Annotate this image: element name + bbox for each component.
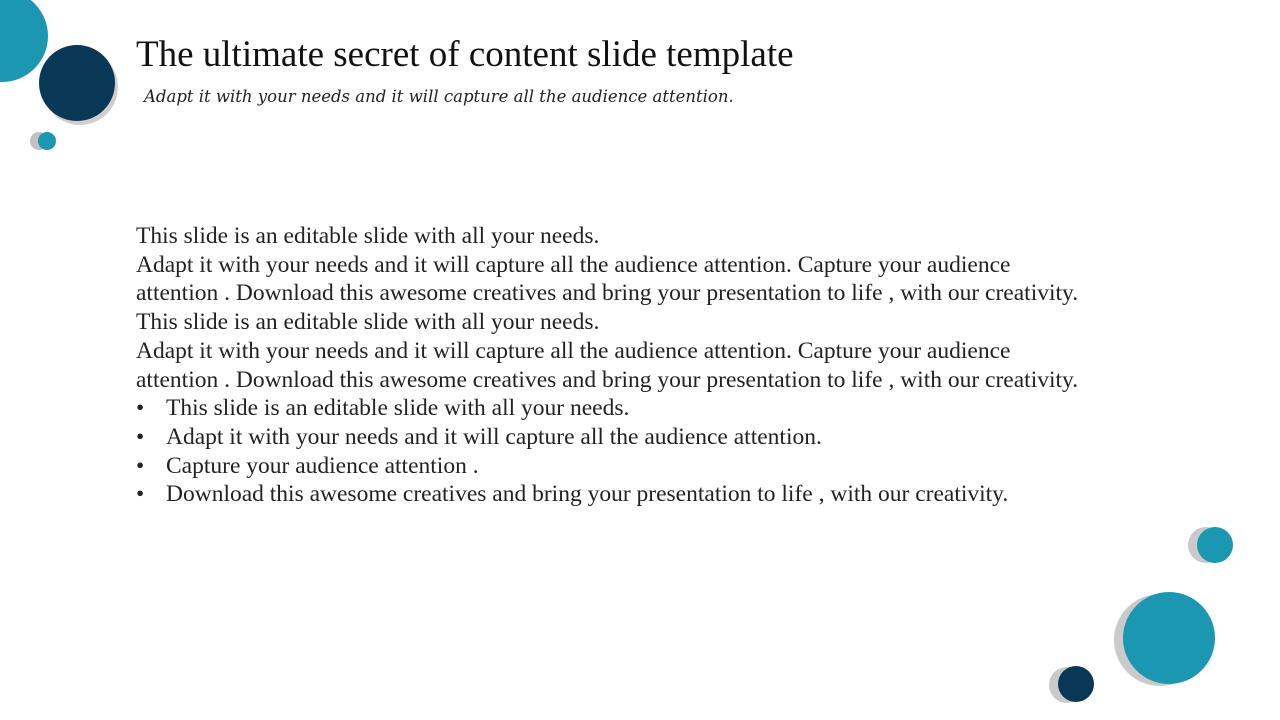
decor-circle-navy-topleft	[39, 45, 115, 121]
body-paragraph: This slide is an editable slide with all your needs.	[136, 223, 600, 249]
slide-body	[136, 222, 1086, 509]
decor-circle-teal-small-right	[1197, 527, 1233, 563]
bullet-marker: •	[136, 452, 145, 479]
list-item	[136, 480, 1086, 509]
decor-circle-teal-large-bottomright	[1123, 592, 1215, 684]
list-item	[136, 394, 1086, 423]
list-item	[136, 423, 1086, 452]
body-paragraph: Adapt it with your needs and it will capture all the audience attention. Capture your audience attention . Download this awesome creatives and bring your presentation to life , with our creativity. This slide is an editable slide with all your needs.	[136, 251, 1079, 336]
list-item-text: Download this awesome creatives and bring your presentation to life , with our creativity.	[166, 481, 1009, 508]
bullet-list	[136, 394, 1086, 509]
list-item-text: This slide is an editable slide with all your needs.	[166, 395, 630, 422]
bullet-marker: •	[136, 395, 145, 422]
slide-subtitle: Adapt it with your needs and it will capture all the audience attention.	[144, 87, 734, 106]
list-item-text: Capture your audience attention .	[166, 452, 479, 479]
body-paragraph: Adapt it with your needs and it will capture all the audience attention. Capture your audience attention . Download this awesome creatives and bring your presentation to life , with our creativity.	[136, 337, 1079, 393]
bullet-marker: •	[136, 423, 145, 450]
list-item	[136, 452, 1086, 481]
decor-circle-teal-small-topleft	[38, 132, 56, 150]
list-item-text: Adapt it with your needs and it will capture all the audience attention.	[166, 423, 822, 450]
decor-circle-navy-bottom	[1058, 666, 1094, 702]
slide-title: The ultimate secret of content slide template	[136, 34, 794, 75]
bullet-marker: •	[136, 481, 145, 508]
